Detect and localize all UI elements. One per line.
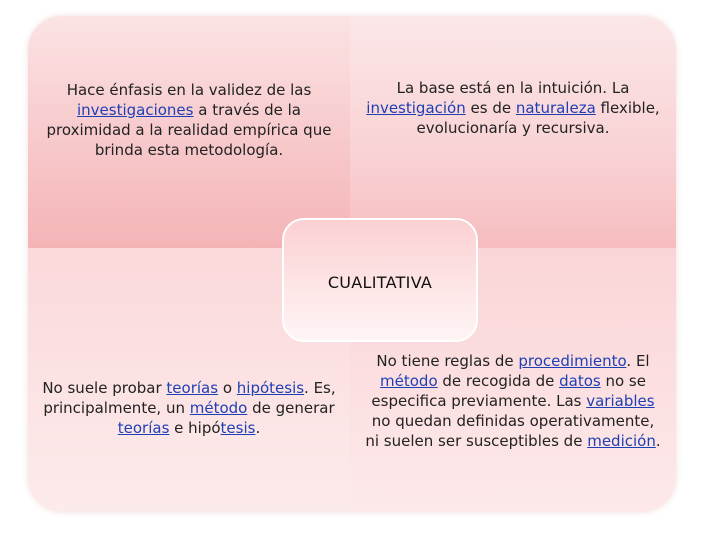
diagram-board xyxy=(28,16,676,512)
text-span: e hipó xyxy=(169,419,221,437)
text-span: a través de la proximidad a la realidad empírica que brinda esta metodología. xyxy=(46,101,332,159)
text-span: . xyxy=(255,419,261,437)
link-teorias-2[interactable]: teorías xyxy=(117,419,170,437)
text-span: . Es, principalmente, un xyxy=(43,379,336,417)
link-naturaleza[interactable]: naturaleza xyxy=(515,99,596,117)
link-procedimiento[interactable]: procedimiento xyxy=(518,352,627,370)
top-right-text xyxy=(363,78,663,138)
link-datos[interactable]: datos xyxy=(559,372,601,390)
text-span: de generar xyxy=(247,399,335,417)
bottom-left-text xyxy=(41,378,337,438)
text-span: No tiene reglas de xyxy=(376,352,519,370)
text-span: es de xyxy=(465,99,516,117)
text-span: de recogida de xyxy=(437,372,560,390)
text-span: . El xyxy=(626,352,650,370)
text-span: . xyxy=(655,432,661,450)
quadrant-top-left xyxy=(28,16,350,248)
center-node xyxy=(282,218,478,342)
text-span: Hace énfasis en la validez de las xyxy=(66,81,312,99)
link-investigacion[interactable]: investigación xyxy=(366,99,466,117)
text-span: no quedan definidas operativamente, ni suelen ser susceptibles de xyxy=(365,412,655,450)
text-span: La base está en la intuición. La xyxy=(396,79,630,97)
link-metodo[interactable]: método xyxy=(189,399,248,417)
link-tesis[interactable]: tesis xyxy=(220,419,256,437)
text-span: No suele probar xyxy=(42,379,167,397)
link-medicion[interactable]: medición xyxy=(587,432,656,450)
link-hipotesis[interactable]: hipótesis xyxy=(236,379,305,397)
text-span: o xyxy=(218,379,237,397)
link-metodo-2[interactable]: método xyxy=(380,372,438,390)
text-span: flexible, evolucionaría y recursiva. xyxy=(416,99,660,137)
top-left-text xyxy=(44,80,334,160)
center-label: CUALITATIVA xyxy=(327,273,433,292)
quadrant-top-right xyxy=(350,16,676,248)
link-investigaciones[interactable]: investigaciones xyxy=(76,101,194,119)
bottom-right-text xyxy=(363,351,663,451)
link-teorias[interactable]: teorías xyxy=(166,379,219,397)
text-span: no se especifica previamente. Las xyxy=(371,372,646,410)
link-variables[interactable]: variables xyxy=(586,392,655,410)
